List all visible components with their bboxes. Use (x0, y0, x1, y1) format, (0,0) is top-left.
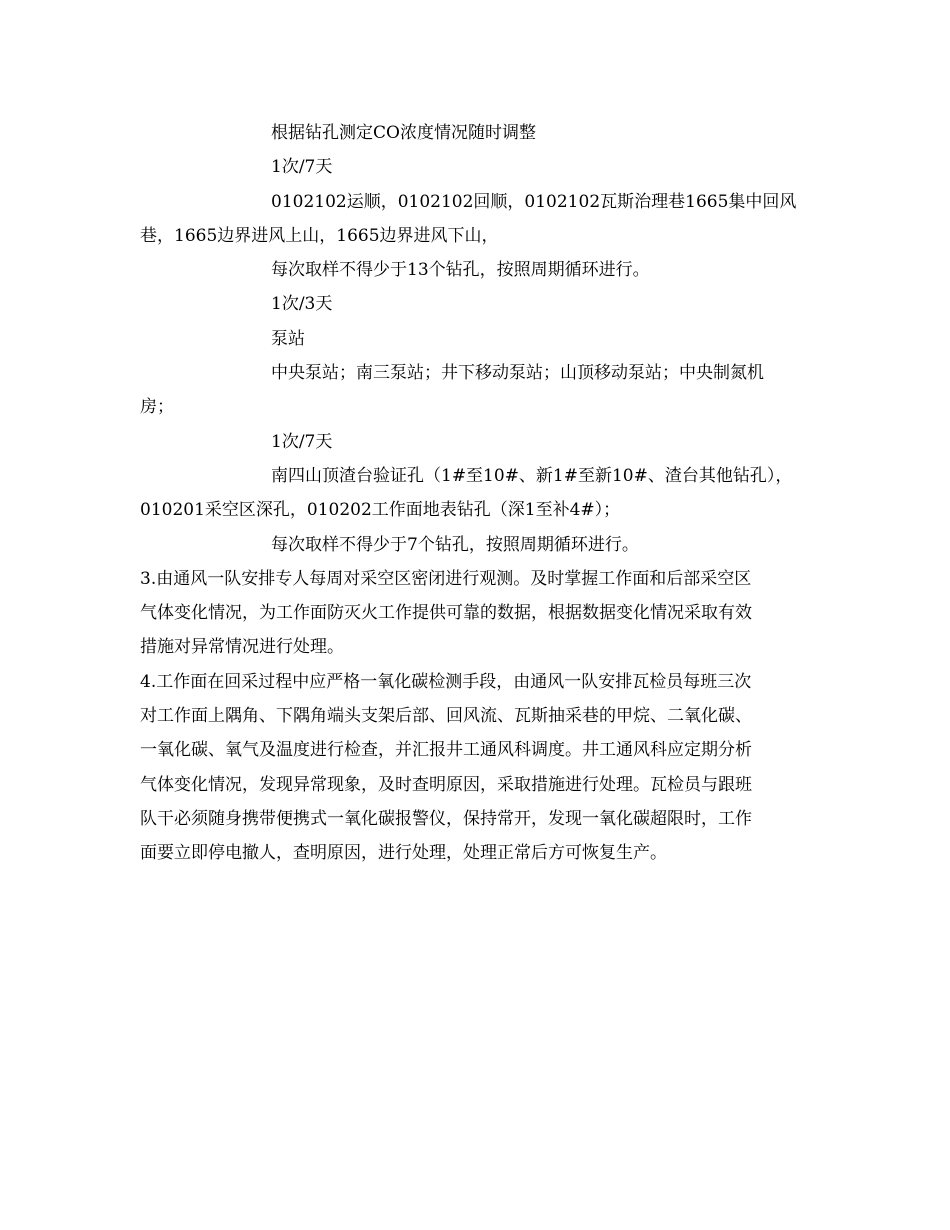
text-line: 巷，1665边界进风上山，1665边界进风下山， (140, 225, 499, 246)
text-line: 面要立即停电撤人，查明原因，进行处理，处理正常后方可恢复生产。 (140, 843, 667, 864)
text-line: 队干必须随身携带便携式一氧化碳报警仪，保持常开，发现一氧化碳超限时，工作 (140, 808, 752, 829)
text-line: 气体变化情况，为工作面防灭火工作提供可靠的数据，根据数据变化情况采取有效 (140, 603, 752, 624)
text-line: 措施对异常情况进行处理。 (140, 637, 344, 658)
text-line: 根据钻孔测定CO浓度情况随时调整 (271, 123, 536, 143)
text-line: 010201采空区深孔，010202工作面地表钻孔（深1至补4#）； (140, 500, 621, 521)
text-line: 气体变化情况，发现异常现象，及时查明原因，采取措施进行处理。瓦检员与跟班 (140, 774, 752, 795)
text-line: 中央泵站；南三泵站；井下移动泵站；山顶移动泵站；中央制氮机 (271, 363, 764, 384)
text-line: 1次/3天 (271, 294, 333, 315)
text-line: 房； (140, 397, 174, 418)
text-line: 对工作面上隅角、下隅角端头支架后部、回风流、瓦斯抽采巷的甲烷、二氧化碳、 (140, 706, 752, 727)
text-line: 每次取样不得少于13个钻孔，按照周期循环进行。 (271, 260, 650, 281)
text-line: 一氧化碳、氧气及温度进行检查，并汇报井工通风科调度。井工通风科应定期分析 (140, 740, 752, 761)
text-line: 1次/7天 (271, 157, 333, 178)
text-line: 每次取样不得少于7个钻孔，按照周期循环进行。 (271, 534, 639, 555)
text-line: 泵站 (271, 328, 305, 349)
text-line: 4.工作面在回采过程中应严格一氧化碳检测手段，由通风一队安排瓦检员每班三次 (140, 671, 752, 692)
text-line: 0102102运顺，0102102回顺，0102102瓦斯治理巷1665集中回风 (271, 191, 797, 212)
text-line: 南四山顶渣台验证孔（1#至10#、新1#至新10#、渣台其他钻孔）， (271, 465, 793, 486)
document-body (140, 116, 820, 871)
text-line: 3.由通风一队安排专人每周对采空区密闭进行观测。及时掌握工作面和后部采空区 (140, 568, 752, 589)
text-line: 1次/7天 (271, 431, 333, 452)
